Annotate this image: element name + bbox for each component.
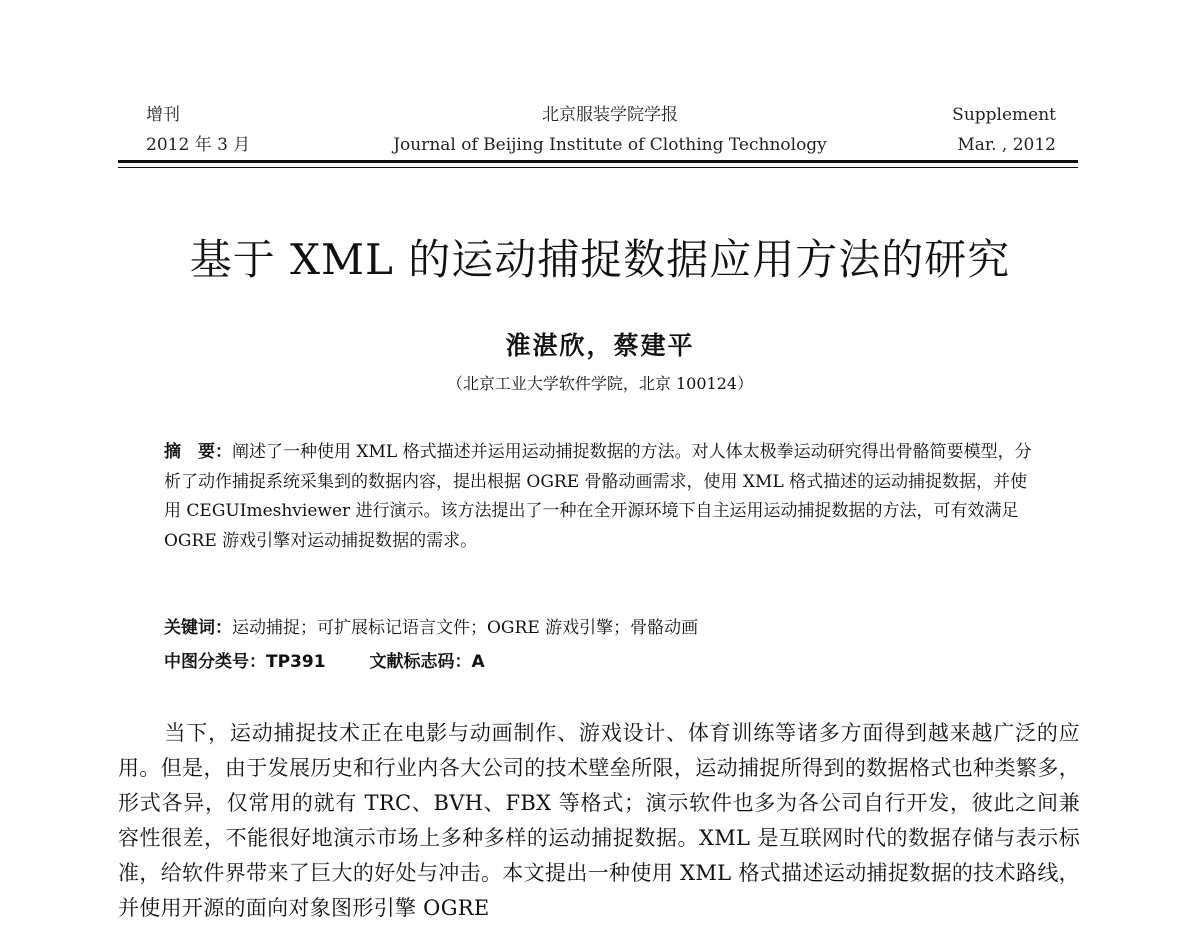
paper-authors: 淮湛欣，蔡建平	[505, 331, 695, 360]
journal-name-cn: 北京服装学院学报	[542, 105, 678, 125]
journal-issue-info	[146, 100, 250, 160]
issue-label: 增刊	[146, 105, 180, 125]
abstract-label: 摘 要：	[164, 442, 232, 462]
body-text: 当下，运动捕捉技术正在电影与动画制作、游戏设计、体育训练等诸多方面得到越来越广泛的应用。但是，由于发展历史和行业内各大公司的技术壁垒所限，运动捕捉所得到的数据格式也种类繁多，形式各异，仅常用的就有 TRC、BVH、FBX 等格式；演示软件也多为各公司自行开发，彼此之间兼容性很差，不能很好地演示市场上多种多样的运动捕捉数据。XML 是互联网时代的数据存储与表示标准，给软件界带来了巨大的好处与冲击。本文提出一种使用 XML 格式描述运动捕捉数据的技术路线，并使用开源的面向对象图形引擎 OGRE	[118, 721, 1080, 920]
author-affiliation: （北京工业大学软件学院，北京 100124）	[446, 374, 754, 393]
issue-label-en: Supplement	[952, 105, 1056, 125]
header-rule-thin	[118, 167, 1078, 168]
keywords-text: 运动捕捉；可扩展标记语言文件；OGRE 游戏引擎；骨骼动画	[232, 618, 699, 638]
issue-date: 2012 年 3 月	[146, 135, 251, 155]
classification	[164, 648, 1044, 676]
body-paragraph	[118, 716, 1080, 926]
abstract-text: 阐述了一种使用 XML 格式描述并运用运动捕捉数据的方法。对人体太极拳运动研究得出骨骼简要模型，分析了动作捕捉系统采集到的数据内容，提出根据 OGRE 骨骼动画需求，使用 XML 格式描述的运动捕捉数据，并使用 CEGUImeshviewer 进行演示。该方法提出了一种在全开源环境下自主运用运动捕捉数据的方法，可有效满足 OGRE 游戏引擎对运动捕捉数据的需求。	[164, 442, 1032, 551]
journal-name	[330, 100, 890, 160]
paper-title: 基于 XML 的运动捕捉数据应用方法的研究	[189, 235, 1011, 284]
document-code: 文献标志码：A	[369, 652, 485, 672]
header-rule-thick	[118, 160, 1078, 163]
issue-date-en: Mar. , 2012	[957, 135, 1056, 155]
keywords	[164, 614, 1044, 642]
journal-name-en: Journal of Beijing Institute of Clothing Technology	[393, 135, 827, 155]
clc-number: 中图分类号：TP391	[164, 652, 326, 672]
abstract	[164, 438, 1044, 556]
journal-issue-info-en	[952, 100, 1056, 160]
keywords-label: 关键词：	[164, 618, 232, 638]
